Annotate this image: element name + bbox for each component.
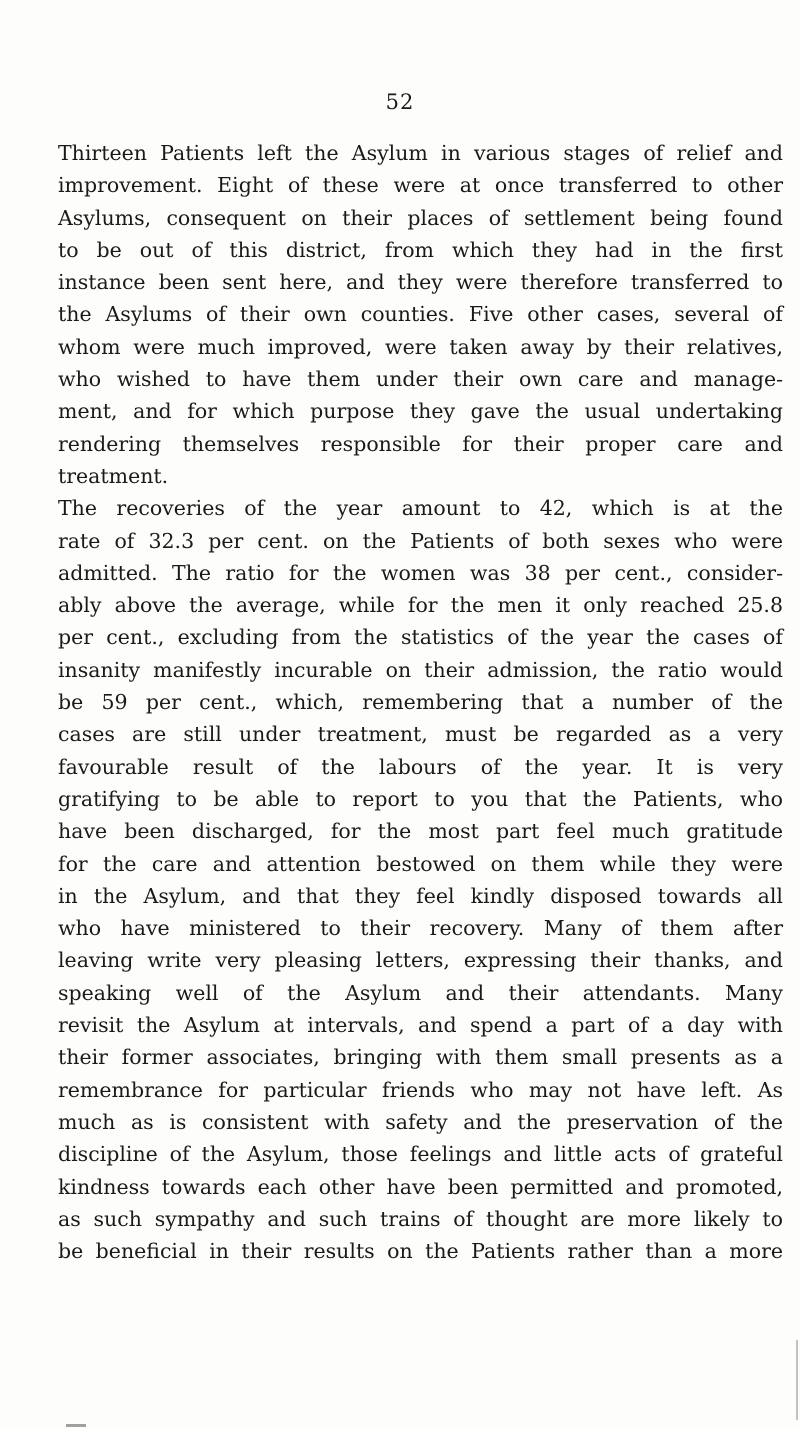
- text-line: speaking well of the Asylum and their attendants. Many: [58, 980, 783, 1005]
- text-line: to be out of this district, from which they had in the first: [58, 237, 783, 262]
- text-line: leaving write very pleasing letters, expressing their thanks, and: [58, 948, 783, 973]
- text-line: kindness towards each other have been permitted and promoted,: [58, 1174, 783, 1199]
- text-line: as such sympathy and such trains of thought are more likely to: [58, 1206, 783, 1231]
- text-line: for the care and attention bestowed on them while they were: [58, 851, 783, 876]
- text-line: instance been sent here, and they were therefore transferred to: [58, 270, 783, 295]
- text-line: in the Asylum, and that they feel kindly disposed towards all: [58, 883, 783, 908]
- text-line: rate of 32.3 per cent. on the Patients of both sexes who were: [58, 528, 783, 553]
- text-line: insanity manifestly incurable on their admission, the ratio would: [58, 657, 783, 682]
- text-line: who wished to have them under their own care and manage-: [58, 367, 783, 392]
- text-line: discipline of the Asylum, those feelings and little acts of grateful: [58, 1142, 783, 1167]
- text-line: per cent., excluding from the statistics of the year the cases of: [58, 625, 783, 650]
- page-edge-mark: [796, 1340, 798, 1420]
- page-number: 52: [385, 90, 415, 114]
- text-line: cases are still under treatment, must be regarded as a very: [58, 722, 783, 747]
- text-line: The recoveries of the year amount to 42, which is at the: [58, 496, 783, 521]
- text-line: their former associates, bringing with them small presents as a: [58, 1045, 783, 1070]
- text-line: Thirteen Patients left the Asylum in various stages of relief and: [58, 141, 783, 165]
- text-line: whom were much improved, were taken away by their relatives,: [58, 334, 783, 359]
- print-speck: [66, 1424, 86, 1427]
- text-line: gratifying to be able to report to you that the Patients, who: [58, 786, 783, 811]
- text-line: ment, and for which purpose they gave the usual undertaking: [58, 399, 783, 424]
- text-line: Asylums, consequent on their places of settlement being found: [58, 205, 783, 230]
- text-line: who have ministered to their recovery. Many of them after: [58, 916, 783, 941]
- text-line: improvement. Eight of these were at once transferred to other: [58, 173, 783, 198]
- text-line: favourable result of the labours of the year. It is very: [58, 754, 783, 779]
- text-line: be beneficial in their results on the Patients rather than a more: [58, 1239, 783, 1264]
- text-line: be 59 per cent., which, remembering that a number of the: [58, 690, 783, 715]
- text-line: revisit the Asylum at intervals, and spend a part of a day with: [58, 1013, 783, 1038]
- text-line: admitted. The ratio for the women was 38 per cent., consider-: [58, 560, 783, 585]
- text-line: much as is consistent with safety and the preservation of the: [58, 1109, 783, 1134]
- text-line: remembrance for particular friends who may not have left. As: [58, 1077, 783, 1102]
- text-line: ably above the average, while for the men it only reached 25.8: [58, 593, 783, 618]
- text-line: treatment.: [58, 463, 169, 488]
- text-line: rendering themselves responsible for their proper care and: [58, 431, 783, 456]
- text-line: have been discharged, for the most part feel much gratitude: [58, 819, 783, 844]
- body-text: [58, 137, 783, 1267]
- text-line: the Asylums of their own counties. Five other cases, several of: [58, 302, 783, 327]
